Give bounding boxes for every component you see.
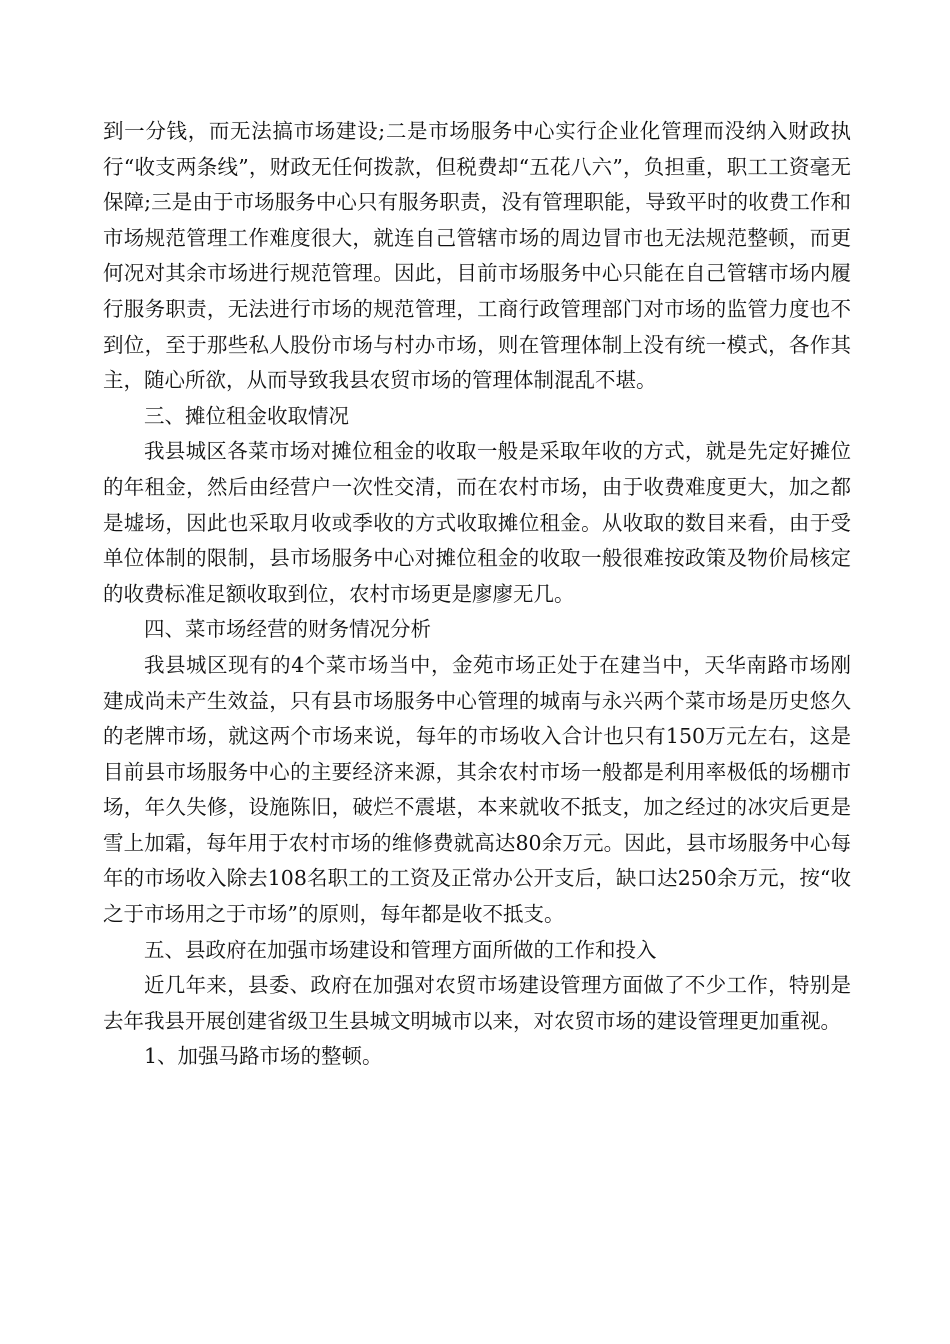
government-paragraph: 近几年来，县委、政府在加强对农贸市场建设管理方面做了不少工作，特别是去年我县开展创建省级卫生县城文明城市以来，对农贸市场的建设管理更加重视。 — [103, 973, 851, 1033]
finance-paragraph: 我县城区现有的4个菜市场当中，金苑市场正处于在建当中，天华南路市场刚建成尚未产生效益，只有县市场服务中心管理的城南与永兴两个菜市场是历史悠久的老牌市场，就这两个市场来说，每年的市场收入合计也只有150万元左右，这是目前县市场服务中心的主要经济来源，其余农村市场一般都是利用率极低的场棚市场，年久失修，设施陈旧，破烂不震堪，本来就收不抵支，加之经过的冰灾后更是雪上加霜，每年用于农村市场的维修费就高达80余万元。因此，县市场服务中心每年的市场收入除去108名职工的工资及正常办公开支后，缺口达250余万元，按“收之于市场用之于市场”的原则，每年都是收不抵支。 — [103, 652, 851, 927]
section-heading-government: 五、县政府在加强市场建设和管理方面所做的工作和投入 — [144, 937, 657, 962]
continuation-paragraph: 到一分钱，而无法搞市场建设;二是市场服务中心实行企业化管理而没纳入财政执行“收支两条线”，财政无任何拨款，但税费却“五花八六”，负担重，职工工资毫无保障;三是由于市场服务中心只有服务职责，没有管理职能，导致平时的收费工作和市场规范管理工作难度很大，就连自己管辖市场的周边冒市也无法规范整顿，而更何况对其余市场进行规范管理。因此，目前市场服务中心只能在自己管辖市场内履行服务职责，无法进行市场的规范管理，工商行政管理部门对市场的监管力度也不到位，至于那些私人股份市场与村办市场，则在管理体制上没有统一模式，各作其主，随心所欲，从而导致我县农贸市场的管理体制混乱不堪。 — [103, 119, 851, 393]
section-heading-finance: 四、菜市场经营的财务情况分析 — [144, 617, 431, 642]
section-heading-rent: 三、摊位租金收取情况 — [144, 403, 349, 428]
document-body — [103, 114, 851, 1075]
rent-paragraph: 我县城区各菜市场对摊位租金的收取一般是采取年收的方式，就是先定好摊位的年租金，然后由经营户一次性交清，而在农村市场，由于收费难度更大，加之都是墟场，因此也采取月收或季收的方式收取摊位租金。从收取的数目来看，由于受单位体制的限制，县市场服务中心对摊位租金的收取一般很难按政策及物价局核定的收费标准足额收取到位，农村市场更是廖廖无几。 — [103, 439, 851, 606]
list-item-1: 1、加强马路市场的整顿。 — [144, 1044, 383, 1069]
